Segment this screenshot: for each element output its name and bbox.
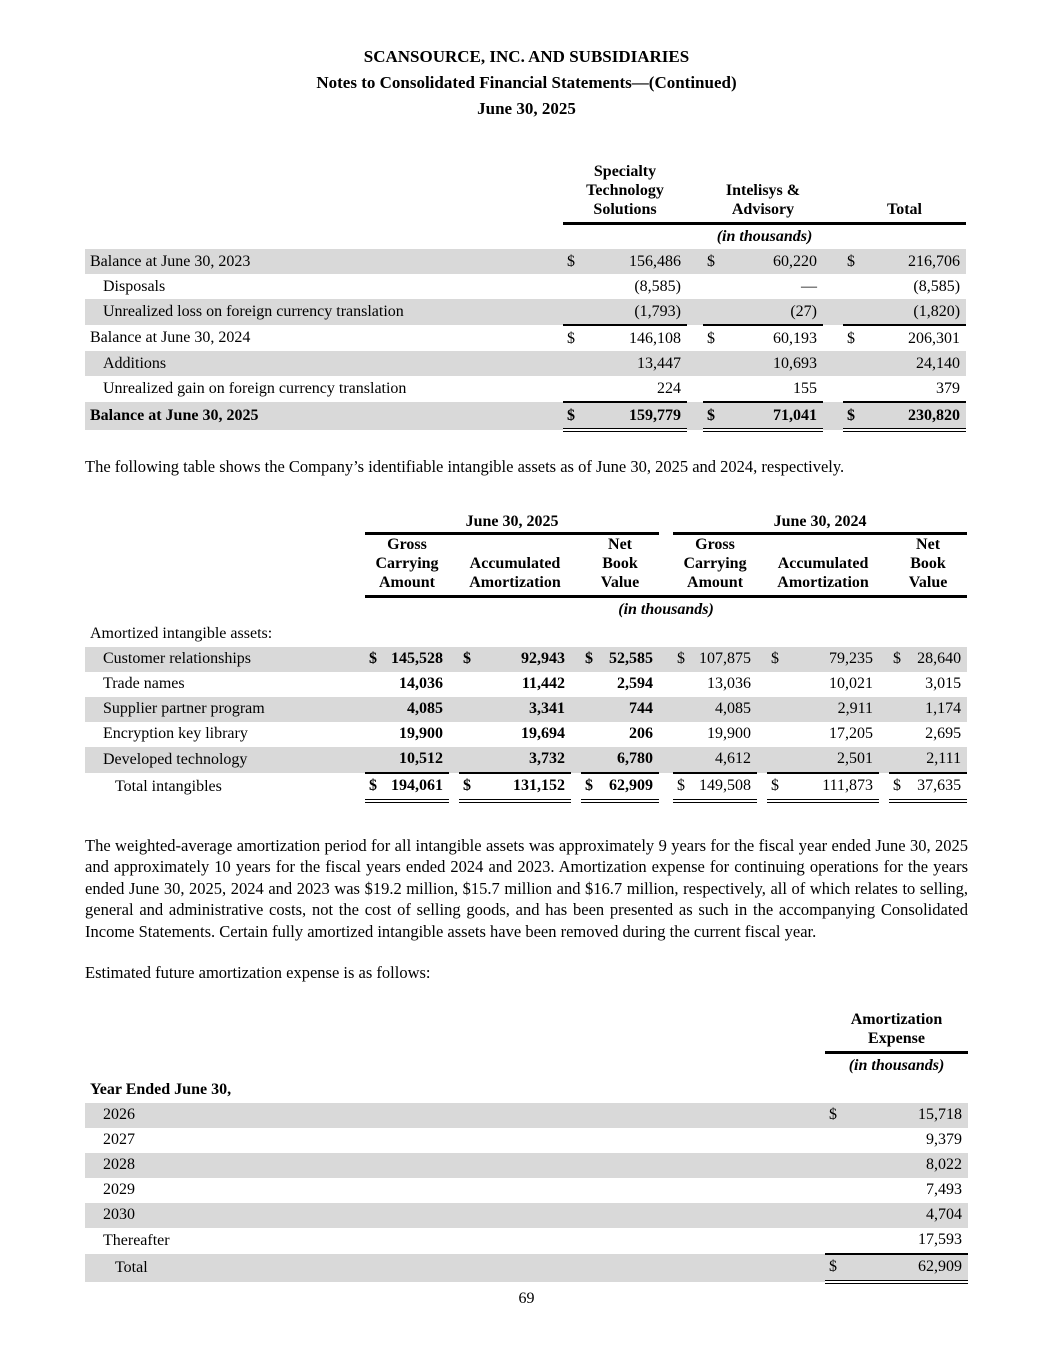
dollar-sign (459, 722, 481, 747)
row-label: 2026 (85, 1103, 825, 1128)
cell-value: 4,612 (695, 747, 757, 773)
table-row (85, 672, 967, 697)
column-gap (879, 647, 889, 672)
dollar-sign (767, 747, 789, 773)
cell-value: 92,943 (481, 647, 571, 672)
cell-value: 3,341 (481, 697, 571, 722)
cell-value: 111,873 (789, 773, 879, 801)
cell-value: 744 (603, 697, 659, 722)
column-gap (571, 773, 581, 801)
dollar-sign (825, 1153, 855, 1178)
cell-value: (8,585) (913, 277, 961, 295)
cell-value: 52,585 (603, 647, 659, 672)
report-date: June 30, 2025 (477, 99, 576, 118)
dollar-sign (673, 747, 695, 773)
row-label: Balance at June 30, 2024 (90, 329, 251, 346)
column-gap (823, 299, 843, 325)
row-label: Unrealized gain on foreign currency translation (103, 380, 407, 397)
sub-header-netbook-2025: Net Book Value (581, 533, 659, 596)
dollar-sign: $ (847, 329, 855, 347)
table-row (85, 1153, 968, 1178)
cell-value: 107,875 (695, 647, 757, 672)
dollar-sign (459, 697, 481, 722)
column-gap (571, 697, 581, 722)
sub-header-accum-2025: Accumulated Amortization (459, 533, 571, 596)
column-gap (823, 402, 843, 430)
row-label: Total intangibles (115, 777, 222, 795)
column-gap (449, 672, 459, 697)
row-label: Disposals (103, 277, 166, 295)
column-gap (823, 351, 843, 376)
units-note-row (85, 1052, 968, 1078)
column-gap (757, 722, 767, 747)
dollar-sign: $ (365, 647, 387, 672)
notes-subtitle: Notes to Consolidated Financial Statements—(Continued) (316, 73, 737, 92)
row-label: Balance at June 30, 2023 (85, 249, 563, 274)
dollar-sign: $ (459, 647, 481, 672)
row-label: 2028 (85, 1153, 825, 1178)
cell-value: 206,301 (908, 329, 961, 347)
dollar-sign: $ (459, 773, 481, 801)
dollar-sign (825, 1203, 855, 1228)
sub-header-netbook-2024: Net Book Value (889, 533, 967, 596)
row-label: Total (85, 1254, 825, 1282)
dollar-sign: $ (567, 329, 575, 347)
units-note: (in thousands) (716, 228, 813, 245)
goodwill-rollforward-table (85, 162, 966, 432)
table-row (85, 773, 967, 801)
dollar-sign: $ (703, 249, 729, 274)
table-row (85, 1178, 968, 1203)
table-row (85, 351, 966, 376)
dollar-sign: $ (673, 647, 695, 672)
cell-value: 155 (729, 376, 823, 402)
page-number: 69 (518, 1289, 535, 1307)
future-expense-intro: Estimated future amortization expense is as follows: (85, 963, 431, 982)
sub-header-gross-2025: Gross Carrying Amount (365, 533, 449, 596)
dollar-sign (563, 351, 589, 376)
column-gap (757, 647, 767, 672)
column-gap (879, 722, 889, 747)
row-label: Trade names (103, 675, 185, 692)
column-gap (687, 376, 703, 402)
column-gap (687, 325, 703, 351)
dollar-sign: $ (563, 402, 589, 430)
dollar-sign (365, 672, 387, 697)
column-gap (659, 672, 673, 697)
cell-value: 17,205 (829, 725, 874, 742)
dollar-sign: $ (889, 773, 911, 801)
cell-value: 159,779 (589, 402, 687, 430)
column-gap (757, 773, 767, 801)
dollar-sign (563, 299, 589, 325)
table-row (85, 747, 967, 773)
dollar-sign: $ (581, 647, 603, 672)
column-gap (449, 533, 459, 596)
dollar-sign (563, 274, 589, 299)
cell-value: 60,193 (773, 329, 817, 347)
intangible-assets-table (85, 512, 967, 803)
table-row (85, 647, 967, 672)
dollar-sign (459, 672, 481, 697)
dollar-sign (767, 672, 789, 697)
column-gap (823, 249, 843, 274)
cell-value: 11,442 (521, 675, 565, 692)
cell-value: 2,911 (789, 697, 879, 722)
dollar-sign: $ (707, 329, 715, 347)
cell-value: 206 (629, 725, 654, 742)
cell-value: 3,732 (481, 747, 571, 773)
future-amortization-table (85, 1010, 968, 1284)
dollar-sign (825, 1228, 855, 1254)
units-note: (in thousands) (848, 1056, 945, 1074)
dollar-sign: $ (703, 402, 729, 430)
cell-value: 131,152 (481, 773, 571, 801)
group-gap (659, 533, 673, 596)
dollar-sign: $ (825, 1103, 855, 1128)
column-gap (449, 722, 459, 747)
group-gap (659, 512, 673, 534)
dollar-sign (459, 747, 481, 773)
section-label-row (85, 1078, 968, 1103)
column-gap (687, 249, 703, 274)
dollar-sign (767, 697, 789, 722)
table-row (85, 1203, 968, 1228)
table-row (85, 1128, 968, 1153)
sub-header-accum-2024: Accumulated Amortization (767, 533, 879, 596)
cell-value: 9,379 (926, 1131, 962, 1148)
row-label: 2029 (103, 1181, 135, 1198)
cell-value: 156,486 (589, 249, 687, 274)
column-gap (823, 162, 843, 224)
cell-value: 379 (871, 376, 966, 402)
column-gap (823, 376, 843, 402)
dollar-sign (843, 376, 871, 402)
table-row (85, 274, 966, 299)
sub-header-row (85, 533, 967, 596)
column-gap (687, 402, 703, 430)
dollar-sign: $ (843, 402, 871, 430)
column-gap (687, 299, 703, 325)
group-header-row (85, 512, 967, 534)
dollar-sign: $ (365, 773, 387, 801)
cell-value: 13,447 (589, 351, 687, 376)
column-gap (449, 747, 459, 773)
table-row (85, 249, 966, 274)
row-label: Thereafter (103, 1231, 170, 1249)
cell-value: 10,021 (829, 675, 874, 692)
column-header-intelisys: Intelisys & Advisory (703, 162, 823, 224)
units-note-row (85, 224, 966, 250)
dollar-sign: $ (843, 249, 871, 274)
dollar-sign (581, 722, 603, 747)
cell-value: 14,036 (399, 675, 443, 692)
column-gap (757, 533, 767, 596)
column-gap (571, 533, 581, 596)
cell-value: 37,635 (911, 773, 967, 801)
cell-value: 2,501 (789, 747, 879, 773)
dollar-sign: $ (581, 773, 603, 801)
cell-value: 19,900 (399, 725, 443, 742)
table-row (85, 376, 966, 402)
dollar-sign (889, 672, 911, 697)
cell-value: 4,085 (387, 697, 449, 722)
dollar-sign: $ (767, 647, 789, 672)
dollar-sign (843, 351, 871, 376)
dollar-sign (889, 747, 911, 773)
column-gap (687, 162, 703, 224)
amortization-paragraph: The weighted-average amortization period for all intangible assets was approximately 9 years for the fiscal year ended June 30, 2025 and approximately 10 years for the fiscal years ended 2024 and 2023. Amortization expense for continuing operations for the years ended June 30, 2025, 2024 and 2023 was $19.2 million, $15.7 million and $16.7 million, respectively, all of which relates to selling, general and administrative costs, not the cost of selling goods, and has been presented as such in the accompanying Consolidated Income Statements. Certain fully amortized intangible assets have been removed during the current fiscal year. (85, 835, 968, 941)
dollar-sign (365, 747, 387, 773)
cell-value: — (801, 277, 817, 295)
cell-value: 79,235 (789, 647, 879, 672)
dollar-sign (889, 722, 911, 747)
dollar-sign (673, 672, 695, 697)
dollar-sign (703, 299, 729, 325)
dollar-sign: $ (767, 773, 789, 801)
cell-value: 19,694 (521, 725, 565, 742)
table-row (85, 722, 967, 747)
column-gap (659, 722, 673, 747)
table-row (85, 1228, 968, 1254)
cell-value: 10,693 (729, 351, 823, 376)
row-label: Supplier partner program (85, 697, 365, 722)
cell-value: 60,220 (729, 249, 823, 274)
column-gap (571, 672, 581, 697)
cell-value: 6,780 (603, 747, 659, 773)
dollar-sign (843, 299, 871, 325)
column-gap (659, 647, 673, 672)
dollar-sign: $ (563, 249, 589, 274)
dollar-sign (767, 722, 789, 747)
column-gap (823, 325, 843, 351)
column-gap (449, 773, 459, 801)
row-label: Unrealized loss on foreign currency translation (85, 299, 563, 325)
company-title: SCANSOURCE, INC. AND SUBSIDIARIES (363, 47, 690, 66)
column-gap (879, 747, 889, 773)
cell-value: 194,061 (387, 773, 449, 801)
column-header-total: Total (843, 162, 966, 224)
dollar-sign (843, 274, 871, 299)
table-row (85, 325, 966, 351)
cell-value: 1,174 (911, 697, 967, 722)
cell-value: 2,695 (925, 725, 962, 742)
cell-value: 2,111 (911, 747, 967, 773)
intro-paragraph: The following table shows the Company’s identifiable intangible assets as of June 30, 2025 and 2024, respectively. (85, 457, 845, 476)
cell-value: 71,041 (729, 402, 823, 430)
row-label: 2027 (103, 1131, 135, 1148)
column-header-amortization-expense: Amortization Expense (825, 1010, 968, 1053)
column-gap (659, 747, 673, 773)
row-label: 2030 (85, 1203, 825, 1228)
column-gap (879, 672, 889, 697)
row-label: Encryption key library (103, 725, 248, 742)
column-gap (757, 747, 767, 773)
cell-value: 3,015 (925, 675, 962, 692)
table-row (85, 697, 967, 722)
section-label-row (85, 622, 967, 647)
row-label: Additions (85, 351, 563, 376)
document-header (85, 44, 968, 122)
cell-value: (8,585) (634, 277, 681, 295)
column-gap (571, 647, 581, 672)
cell-value: 19,900 (707, 725, 752, 742)
cell-value: (27) (729, 299, 823, 325)
column-gap (879, 773, 889, 801)
cell-value: 216,706 (871, 249, 966, 274)
dollar-sign (703, 351, 729, 376)
units-note-row (85, 596, 967, 622)
cell-value: 24,140 (871, 351, 966, 376)
dollar-sign (365, 697, 387, 722)
cell-value: 149,508 (695, 773, 757, 801)
column-gap (449, 647, 459, 672)
sub-header-gross-2024: Gross Carrying Amount (673, 533, 757, 596)
cell-value: 7,493 (926, 1181, 962, 1198)
cell-value: 62,909 (603, 773, 659, 801)
column-gap (571, 722, 581, 747)
units-note: (in thousands) (618, 600, 714, 618)
group-header-2025: June 30, 2025 (365, 512, 659, 534)
column-gap (449, 697, 459, 722)
column-gap (687, 351, 703, 376)
dollar-sign (365, 722, 387, 747)
dollar-sign (673, 722, 695, 747)
column-gap (879, 697, 889, 722)
dollar-sign (581, 697, 603, 722)
cell-value: 17,593 (855, 1228, 968, 1254)
column-gap (659, 773, 673, 801)
row-label: Customer relationships (85, 647, 365, 672)
section-label: Amortized intangible assets: (90, 625, 273, 642)
row-label: Balance at June 30, 2025 (85, 402, 563, 430)
cell-value: 10,512 (387, 747, 449, 773)
table-row (85, 1103, 968, 1128)
dollar-sign (581, 747, 603, 773)
cell-value: 146,108 (629, 329, 681, 347)
table-row (85, 402, 966, 430)
column-gap (571, 747, 581, 773)
group-header-2024: June 30, 2024 (673, 512, 967, 534)
dollar-sign (825, 1128, 855, 1153)
dollar-sign (581, 672, 603, 697)
dollar-sign (825, 1178, 855, 1203)
column-gap (757, 672, 767, 697)
section-label: Year Ended June 30, (90, 1081, 232, 1098)
column-gap (687, 274, 703, 299)
dollar-sign (703, 274, 729, 299)
dollar-sign: $ (889, 647, 911, 672)
cell-value: 28,640 (911, 647, 967, 672)
column-header-sts: Specialty Technology Solutions (563, 162, 687, 224)
cell-value: 13,036 (707, 675, 752, 692)
row-label: Developed technology (85, 747, 365, 773)
dollar-sign (563, 376, 589, 402)
column-gap (659, 697, 673, 722)
table-row (85, 1254, 968, 1282)
dollar-sign (889, 697, 911, 722)
column-gap (823, 274, 843, 299)
column-gap (879, 533, 889, 596)
cell-value: 62,909 (855, 1254, 968, 1282)
table-row (85, 299, 966, 325)
cell-value: 2,594 (617, 675, 654, 692)
cell-value: 4,085 (695, 697, 757, 722)
cell-value: 230,820 (871, 402, 966, 430)
column-gap (757, 697, 767, 722)
dollar-sign (703, 376, 729, 402)
cell-value: 15,718 (855, 1103, 968, 1128)
column-header-row (85, 1010, 968, 1053)
cell-value: (1,820) (871, 299, 966, 325)
dollar-sign: $ (673, 773, 695, 801)
cell-value: 224 (589, 376, 687, 402)
dollar-sign: $ (825, 1254, 855, 1282)
dollar-sign (673, 697, 695, 722)
cell-value: 145,528 (387, 647, 449, 672)
cell-value: (1,793) (589, 299, 687, 325)
cell-value: 4,704 (855, 1203, 968, 1228)
cell-value: 8,022 (855, 1153, 968, 1178)
column-header-row (85, 162, 966, 224)
